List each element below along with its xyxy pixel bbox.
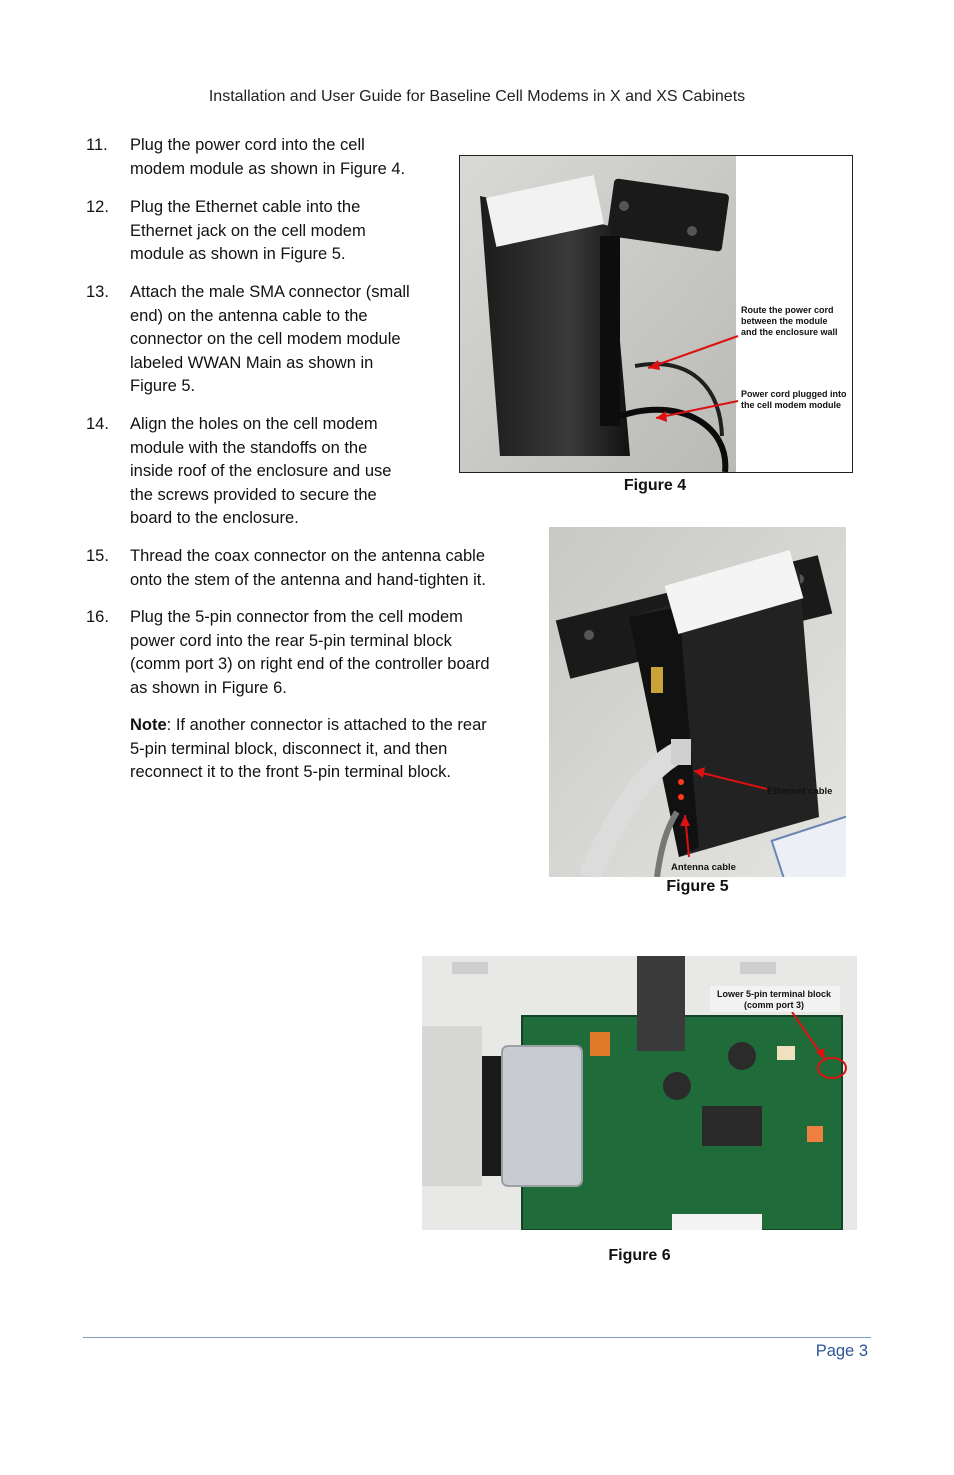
step-number: 12. bbox=[86, 198, 109, 216]
step-line: Figure 5. bbox=[130, 377, 196, 395]
footer-divider bbox=[83, 1337, 871, 1338]
figure-5-label-ethernet: Ethernet cable bbox=[767, 786, 833, 797]
figure-5-label-antenna: Antenna cable bbox=[671, 862, 736, 873]
step-line: inside roof of the enclosure and use bbox=[130, 462, 392, 480]
step-line: (comm port 3) on right end of the controller board bbox=[130, 655, 490, 673]
step-number: 13. bbox=[86, 283, 109, 301]
figure-5-caption: Figure 5 bbox=[666, 878, 729, 895]
step-text bbox=[130, 413, 460, 531]
note-line: 5-pin terminal block, disconnect it, and then bbox=[130, 739, 448, 758]
step-line: Plug the power cord into the cell bbox=[130, 136, 365, 154]
step-line: onto the stem of the antenna and hand-tighten it. bbox=[130, 570, 486, 589]
step-line: Align the holes on the cell modem bbox=[130, 415, 378, 433]
step-line: connector on the cell modem module bbox=[130, 330, 401, 348]
step-text bbox=[130, 606, 540, 700]
figure-6-label-line: Lower 5-pin terminal block bbox=[716, 989, 832, 999]
step-line: labeled WWAN Main as shown in bbox=[130, 353, 374, 372]
figure-4-label-2-line: Power cord plugged into bbox=[741, 389, 847, 399]
figure-6-label-line: (comm port 3) bbox=[743, 1000, 805, 1010]
step-line: module with the standoffs on the bbox=[130, 438, 368, 457]
figure-4-image bbox=[459, 155, 853, 473]
figure-4-label-1-line: Route the power cord bbox=[741, 305, 834, 315]
step-line: Plug the 5-pin connector from the cell modem bbox=[130, 608, 463, 626]
step-line: Thread the coax connector on the antenna cable bbox=[130, 547, 485, 565]
note-paragraph bbox=[130, 714, 540, 785]
figure-4-photo bbox=[460, 156, 852, 472]
figure-4-caption: Figure 4 bbox=[623, 477, 687, 494]
step-text bbox=[130, 196, 460, 267]
step-line: Ethernet jack on the cell modem bbox=[130, 221, 366, 240]
step-text bbox=[130, 281, 460, 399]
note-line: reconnect it to the front 5-pin terminal block. bbox=[130, 763, 451, 781]
step-line: Plug the Ethernet cable into the bbox=[130, 198, 361, 216]
figure-6-photo bbox=[422, 956, 857, 1230]
step-text bbox=[130, 545, 540, 592]
page-number: Page 3 bbox=[815, 1342, 868, 1360]
step-line: Attach the male SMA connector (small bbox=[130, 283, 410, 301]
step-number: 15. bbox=[86, 547, 109, 565]
step-number: 14. bbox=[86, 415, 109, 433]
figure-4-label-1-line: and the enclosure wall bbox=[741, 327, 838, 337]
step-line: end) on the antenna cable to the bbox=[130, 306, 368, 325]
step-line: board to the enclosure. bbox=[130, 509, 299, 527]
step-line: as shown in Figure 6. bbox=[130, 678, 287, 697]
figure-5-photo bbox=[549, 527, 846, 877]
step-line: module as shown in Figure 5. bbox=[130, 245, 346, 263]
step-number: 16. bbox=[86, 608, 109, 626]
step-line: modem module as shown in Figure 4. bbox=[130, 159, 406, 178]
step-text bbox=[130, 134, 460, 181]
figure-6-caption: Figure 6 bbox=[608, 1247, 671, 1264]
note-label: Note bbox=[130, 716, 167, 734]
figure-6-image bbox=[422, 956, 857, 1230]
figure-4-label-2-line: the cell modem module bbox=[741, 400, 842, 410]
note-line: : If another connector is attached to the rear bbox=[166, 716, 487, 734]
figure-5-image bbox=[549, 527, 846, 877]
step-line: the screws provided to secure the bbox=[130, 485, 377, 504]
figure-4-label-1-line: between the module bbox=[741, 316, 828, 326]
step-line: power cord into the rear 5-pin terminal block bbox=[130, 631, 452, 650]
step-number: 11. bbox=[86, 136, 108, 154]
page-header: Installation and User Guide for Baseline Cell Modems in X and XS Cabinets bbox=[208, 88, 746, 105]
